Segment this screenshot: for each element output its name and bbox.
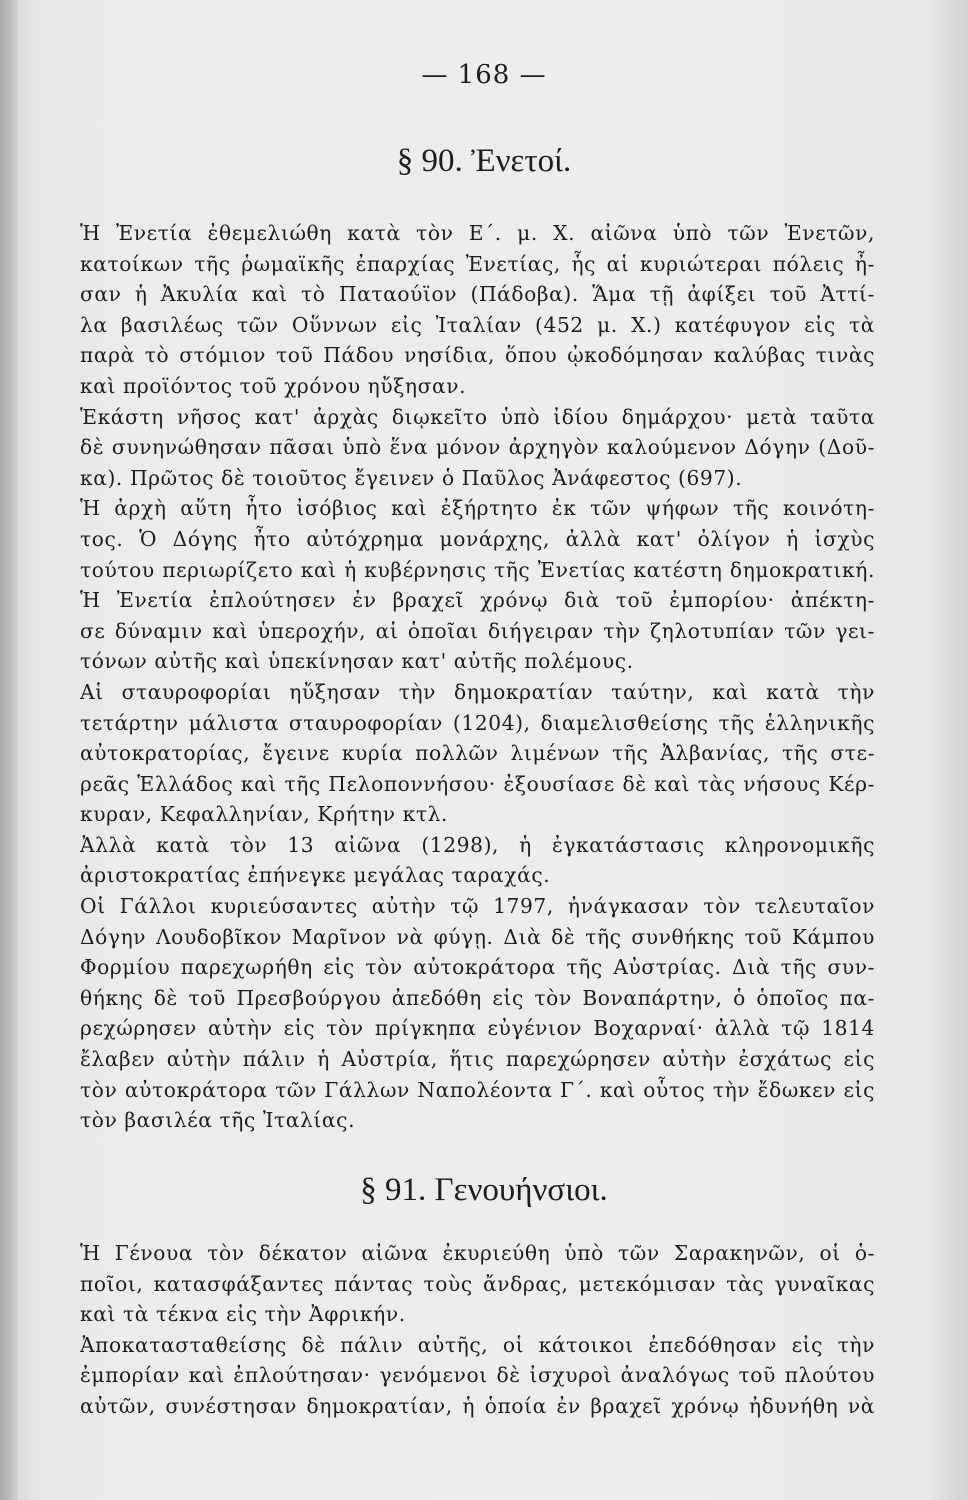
text-line: Ἡ Ἐνετία ἐπλούτησεν ἐν βραχεῖ χρόνῳ διὰ τοῦ ἐμπορίου· ἀπέκτη-	[80, 588, 875, 613]
text-line: Ἀλλὰ κατὰ τὸν 13 αἰῶνα (1298), ἡ ἐγκατάστασις κληρονομικῆς	[80, 832, 875, 857]
text-line: σε δύναμιν καὶ ὑπεροχήν, αἱ ὁποῖαι διήγειραν τὴν ζηλοτυπίαν τῶν γει-	[80, 618, 875, 643]
text-line: Φορμίου παρεχωρήθη εἰς τὸν αὐτοκράτορα τῆς Αὐστρίας. Διὰ τῆς συν-	[80, 955, 875, 980]
text-line: ποῖοι, κατασφάξαντες πάντας τοὺς ἄνδρας, μετεκόμισαν τὰς γυναῖκας	[80, 1271, 875, 1296]
section-90-heading: § 90. Ἐνετοί.	[396, 143, 572, 179]
text-line: καὶ προϊόντος τοῦ χρόνου ηὔξησαν.	[80, 373, 467, 398]
text-line: τὸν αὐτοκράτορα τῶν Γάλλων Ναπολέοντα Γ΄. καὶ οὗτος τὴν ἔδωκεν εἰς	[80, 1077, 875, 1102]
section-91-heading: § 91. Γενουήνσιοι.	[360, 1172, 608, 1208]
text-line: Δόγην Λουδοβῖκον Μαρῖνον νὰ φύγῃ. Διὰ δὲ τῆς συνθήκης τοῦ Κάμπου	[80, 924, 875, 949]
text-line: τὸν βασιλέα τῆς Ἰταλίας.	[80, 1108, 356, 1133]
text-line: αὐτῶν, συνέστησαν δημοκρατίαν, ἡ ὁποία ἐν βραχεῖ χρόνῳ ἠδυνήθη νὰ	[80, 1393, 875, 1418]
text-line: κυραν, Κεφαλληνίαν, Κρήτην κτλ.	[80, 802, 449, 827]
text-line: τετάρτην μάλιστα σταυροφορίαν (1204), διαμελισθείσης τῆς ἑλληνικῆς	[80, 710, 875, 735]
text-line: ρεχώρησεν αὐτὴν εἰς τὸν πρίγκηπα εὐγένιον Βοχαρναί· ἀλλὰ τῷ 1814	[80, 1016, 875, 1041]
text-line: σαν ἡ Ἀκυλία καὶ τὸ Παταούϊον (Πάδοβα). Ἅμα τῇ ἀφίξει τοῦ Ἀττί-	[80, 282, 875, 307]
text-line: παρὰ τὸ στόμιον τοῦ Πάδου νησίδια, ὅπου ᾠκοδόμησαν καλύβας τινὰς	[80, 343, 875, 368]
text-line: ἐμπορίαν καὶ ἐπλούτησαν· γενόμενοι δὲ ἰσχυροὶ ἀναλόγως τοῦ πλούτου	[80, 1363, 875, 1388]
text-line: κατοίκων τῆς ῥωμαϊκῆς ἐπαρχίας Ἐνετίας, ἧς αἱ κυριώτεραι πόλεις ἦ-	[80, 251, 875, 276]
text-line: τούτου περιωρίζετο καὶ ἡ κυβέρνησις τῆς Ἐνετίας κατέστη δημοκρατική.	[80, 557, 875, 582]
text-line: καὶ τὰ τέκνα εἰς τὴν Ἀφρικήν.	[80, 1302, 406, 1327]
text-line: θήκης δὲ τοῦ Πρεσβούργου ἀπεδόθη εἰς τὸν Βοναπάρτην, ὁ ὁποῖος πα-	[80, 985, 875, 1010]
section-91-text	[80, 1238, 875, 1422]
text-line: δὲ συνηνώθησαν πᾶσαι ὑπὸ ἕνα μόνον ἀρχηγὸν καλούμενον Δόγην (Δοῦ-	[80, 435, 875, 460]
section-90-text	[80, 218, 875, 1136]
page-spine-shadow	[0, 0, 18, 1500]
text-line: λα βασιλέως τῶν Οὕννων εἰς Ἰταλίαν (452 μ. Χ.) κατέφυγον εἰς τὰ	[80, 312, 875, 337]
page-number: — 168 —	[421, 60, 547, 90]
text-line: τος. Ὁ Δόγης ἦτο αὐτόχρημα μονάρχης, ἀλλὰ κατ' ὀλίγον ἡ ἰσχὺς	[80, 526, 875, 551]
text-line: Ἀποκατασταθείσης δὲ πάλιν αὐτῆς, οἱ κάτοικοι ἐπεδόθησαν εἰς τὴν	[80, 1332, 875, 1357]
text-line: ἔλαβεν αὐτὴν πάλιν ἡ Αὐστρία, ἥτις παρεχώρησεν αὐτὴν ἐσχάτως εἰς	[80, 1047, 875, 1072]
text-line: Οἱ Γάλλοι κυριεύσαντες αὐτὴν τῷ 1797, ἠνάγκασαν τὸν τελευταῖον	[80, 894, 875, 919]
text-line: τόνων αὐτῆς καὶ ὑπεκίνησαν κατ' αὐτῆς πολέμους.	[80, 649, 634, 674]
text-line: Ἡ Γένουα τὸν δέκατον αἰῶνα ἐκυριεύθη ὑπὸ τῶν Σαρακηνῶν, οἱ ὁ-	[80, 1241, 875, 1265]
text-line: αὐτοκρατορίας, ἔγεινε κυρία πολλῶν λιμένων τῆς Ἀλβανίας, τῆς στε-	[80, 741, 875, 766]
text-line: ἀριστοκρατίας ἐπήνεγκε μεγάλας ταραχάς.	[80, 863, 551, 888]
text-line: Ἡ ἀρχὴ αὕτη ἦτο ἰσόβιος καὶ ἐξήρτητο ἐκ τῶν ψήφων τῆς κοινότη-	[80, 496, 875, 521]
text-line: Ἡ Ἐνετία ἐθεμελιώθη κατὰ τὸν Ε΄. μ. Χ. αἰῶνα ὑπὸ τῶν Ἐνετῶν,	[80, 221, 875, 245]
text-line: Ἑκάστη νῆσος κατ' ἀρχὰς διῳκεῖτο ὑπὸ ἰδίου δημάρχου· μετὰ ταῦτα	[80, 404, 875, 429]
text-line: Αἱ σταυροφορίαι ηὔξησαν τὴν δημοκρατίαν ταύτην, καὶ κατὰ τὴν	[80, 679, 875, 704]
text-line: ρεᾶς Ἑλλάδος καὶ τῆς Πελοποννήσου· ἐξουσίασε δὲ καὶ τὰς νήσους Κέρ-	[80, 771, 875, 796]
text-line: κα). Πρῶτος δὲ τοιοῦτος ἔγεινεν ὁ Παῦλος Ἀνάφεστος (697).	[80, 465, 743, 490]
